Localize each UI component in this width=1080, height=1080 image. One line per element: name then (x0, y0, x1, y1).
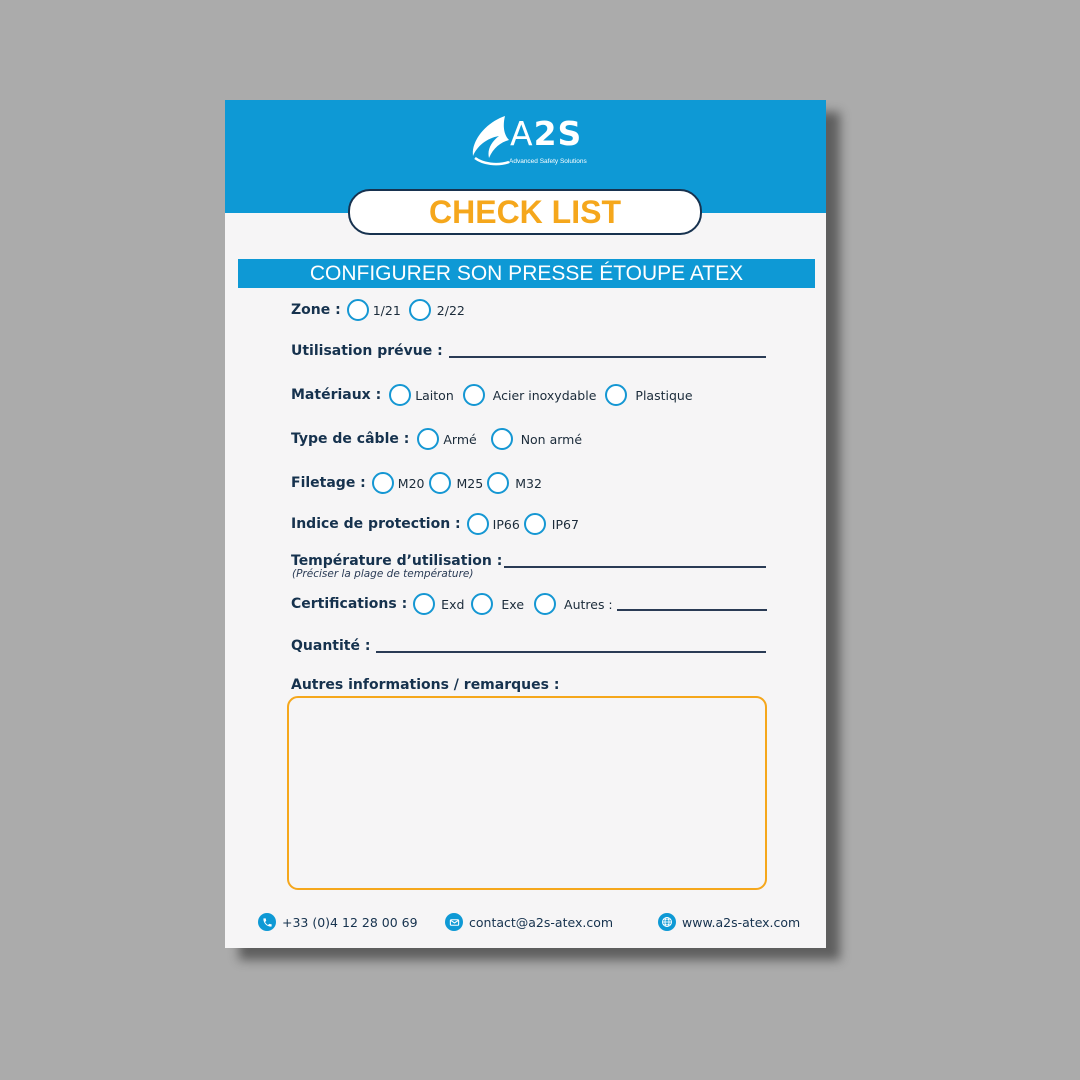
page-title: CHECK LIST (429, 194, 621, 230)
materials-radio-3[interactable] (605, 384, 627, 406)
certifications-radio-3[interactable] (534, 593, 556, 615)
globe-icon (658, 913, 676, 931)
thread-radio-1[interactable] (372, 472, 394, 494)
thread-option-2: M25 (456, 475, 484, 491)
protection-option-1: IP66 (492, 516, 520, 532)
remarks-textarea[interactable] (287, 696, 767, 890)
remarks-row (291, 673, 559, 697)
cable-type-radio-2[interactable] (491, 428, 513, 450)
materials-option-1: Laiton (415, 387, 454, 403)
certifications-label: Certifications : (291, 596, 408, 612)
temperature-label: Température d’utilisation : (291, 553, 503, 569)
thread-radio-2[interactable] (429, 472, 451, 494)
quantity-label: Quantité : (291, 638, 371, 654)
remarks-label: Autres informations / remarques : (291, 677, 560, 693)
zone-radio-1[interactable] (347, 299, 369, 321)
zone-label: Zone : (291, 302, 341, 318)
temperature-note: (Préciser la plage de température) (292, 568, 474, 580)
cable-type-option-2: Non armé (520, 431, 583, 447)
protection-radio-1[interactable] (467, 513, 489, 535)
thread-row (291, 471, 542, 495)
certifications-row (291, 592, 767, 616)
materials-option-3: Plastique (635, 387, 693, 403)
checklist-sheet (225, 100, 826, 948)
cable-type-radio-1[interactable] (417, 428, 439, 450)
materials-radio-1[interactable] (389, 384, 411, 406)
cable-type-row (291, 427, 582, 451)
quantity-input-line[interactable] (376, 639, 766, 653)
email-icon (445, 913, 463, 931)
footer-email (445, 912, 613, 932)
protection-row (291, 512, 579, 536)
protection-radio-2[interactable] (524, 513, 546, 535)
email-address[interactable]: contact@a2s-atex.com (469, 914, 614, 930)
zone-row (291, 298, 465, 322)
thread-label: Filetage : (291, 475, 366, 491)
certifications-radio-1[interactable] (413, 593, 435, 615)
materials-row (291, 383, 693, 407)
cable-type-option-1: Armé (443, 431, 477, 447)
certifications-option-3: Autres : (564, 596, 613, 612)
cable-type-label: Type de câble : (291, 431, 410, 447)
website-url[interactable]: www.a2s-atex.com (682, 914, 801, 930)
usage-label: Utilisation prévue : (291, 343, 443, 359)
certifications-radio-2[interactable] (471, 593, 493, 615)
logo-wordmark: A2S (510, 114, 583, 153)
thread-radio-3[interactable] (487, 472, 509, 494)
footer-phone (258, 912, 418, 932)
usage-input-line[interactable] (449, 344, 766, 358)
protection-label: Indice de protection : (291, 516, 461, 532)
footer-website (658, 912, 800, 932)
usage-row (291, 339, 766, 363)
materials-radio-2[interactable] (463, 384, 485, 406)
protection-option-2: IP67 (551, 516, 579, 532)
logo-tagline: Advanced Safety Solutions (509, 158, 587, 165)
certifications-other-input-line[interactable] (617, 597, 767, 611)
thread-option-3: M32 (515, 475, 542, 491)
certifications-option-1: Exd (441, 596, 465, 612)
section-title: CONFIGURER SON PRESSE ÉTOUPE ATEX (238, 259, 815, 288)
zone-option-1: 1/21 (372, 302, 401, 318)
thread-option-1: M20 (397, 475, 425, 491)
temperature-input-line[interactable] (504, 554, 766, 568)
title-pill (348, 189, 702, 235)
materials-label: Matériaux : (291, 387, 382, 403)
quantity-row (291, 634, 766, 658)
phone-number: +33 (0)4 12 28 00 69 (282, 914, 418, 930)
zone-option-2: 2/22 (436, 302, 465, 318)
materials-option-2: Acier inoxydable (492, 387, 597, 403)
zone-radio-2[interactable] (409, 299, 431, 321)
phone-icon (258, 913, 276, 931)
certifications-option-2: Exe (501, 596, 525, 612)
